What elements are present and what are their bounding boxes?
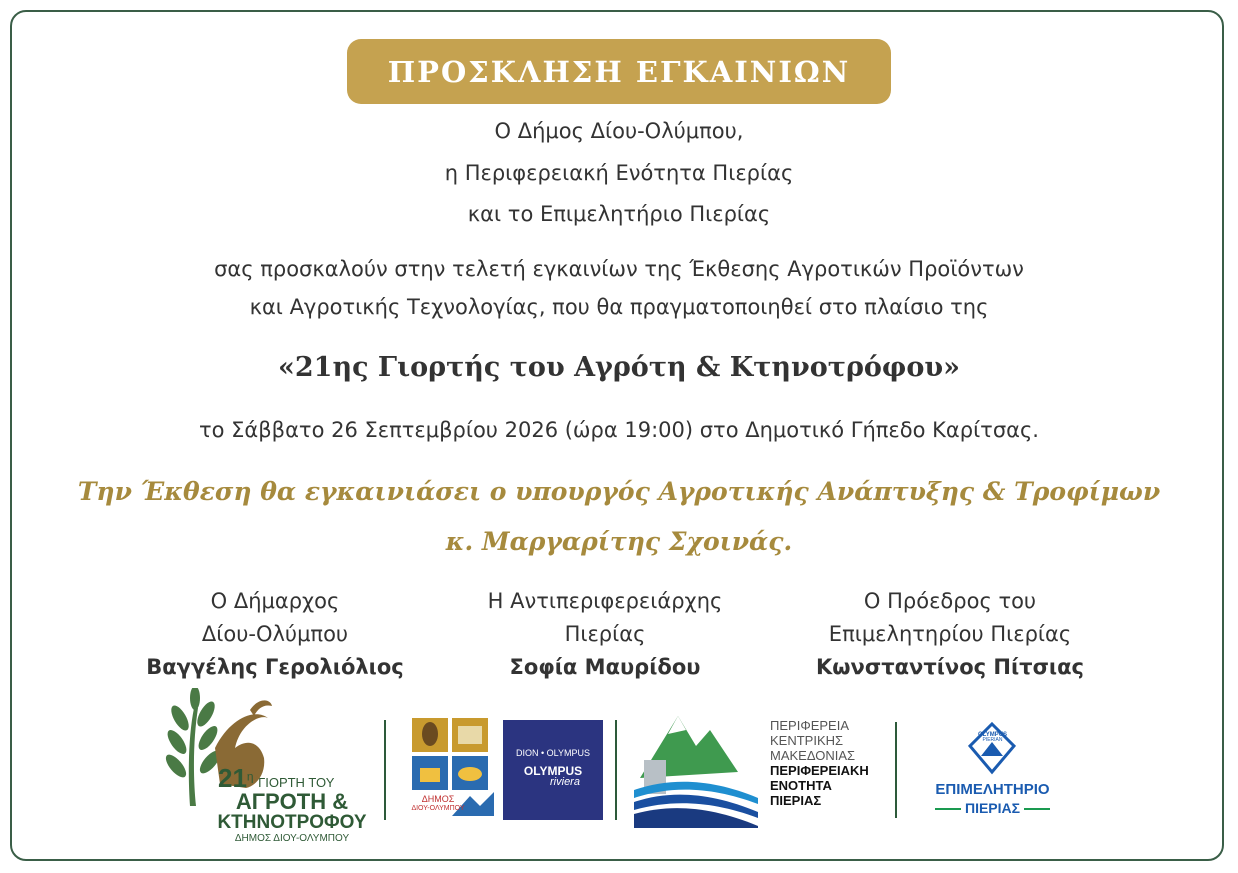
dimos-logo bbox=[408, 716, 496, 824]
festival-line-4: ΔΗΜΟΣ ΔΙΟΥ-ΟΛΥΜΠΟΥ bbox=[234, 833, 350, 844]
chamber-name-2-text: ΠΙΕΡΙΑΣ bbox=[964, 800, 1021, 816]
festival-sup: η bbox=[246, 769, 254, 784]
signature-deputy-governor bbox=[440, 585, 770, 684]
invitation-title: ΠΡΟΣΚΛΗΣΗ ΕΓΚΑΙΝΙΩΝ bbox=[387, 54, 851, 89]
festival-line-1: ΓΙΟΡΤΗ ΤΟΥ bbox=[258, 775, 335, 790]
date-line: το Σάββατο 26 Σεπτεμβρίου 2026 (ώρα 19:00) στο Δημοτικό Γήπεδο Καρίτσας. bbox=[199, 418, 1039, 442]
signature-mayor bbox=[110, 585, 440, 684]
region-emblem bbox=[630, 712, 760, 828]
chamber-rule bbox=[935, 808, 961, 810]
logo-divider bbox=[384, 720, 386, 820]
mountain-waves-icon bbox=[630, 712, 760, 828]
signature-role: Επιμελητηρίου Πιερίας bbox=[828, 622, 1072, 646]
region-line-1: ΠΕΡΙΦΕΡΕΙΑ bbox=[770, 718, 850, 733]
region-line-5: ΕΝΟΤΗΤΑ bbox=[770, 778, 832, 793]
chamber-badge-1: OLYMPUS bbox=[977, 732, 1008, 738]
logo-divider bbox=[615, 720, 617, 820]
signature-role: Η Αντιπεριφερειάρχης bbox=[487, 589, 723, 613]
region-line-6: ΠΙΕΡΙΑΣ bbox=[770, 793, 822, 808]
chamber-name-2 bbox=[915, 799, 1070, 818]
riviera-top: DION • OLYMPUS bbox=[516, 748, 590, 758]
chamber-badge-2: PIERIAN bbox=[982, 737, 1003, 743]
signature-role: Δίου-Ολύμπου bbox=[201, 622, 349, 646]
opening-line-2: κ. Μαργαρίτης Σχοινάς. bbox=[445, 527, 793, 556]
event-name: «21ης Γιορτής του Αγρότη & Κτηνοτρόφου» bbox=[278, 352, 960, 383]
riviera-script: riviera bbox=[550, 776, 580, 788]
riviera-mid: OLYMPUS bbox=[523, 764, 583, 778]
chamber-name-1: ΕΠΙΜΕΛΗΤΗΡΙΟ bbox=[935, 781, 1050, 798]
logo-divider bbox=[895, 722, 897, 818]
festival-logo bbox=[160, 688, 375, 850]
olympus-badge-icon bbox=[915, 720, 1070, 776]
dimos-label-2: ΔΙΟΥ-ΟΛΥΜΠΟΥ bbox=[411, 804, 465, 812]
signature-name: Βαγγέλης Γερολιόλιος bbox=[146, 655, 404, 679]
opening-line-1: Την Έκθεση θα εγκαινιάσει ο υπουργός Αγροτικής Ανάπτυξης & Τροφίμων bbox=[77, 477, 1161, 506]
signature-role: Πιερίας bbox=[564, 622, 646, 646]
chamber-rule bbox=[1024, 808, 1050, 810]
region-line-2: ΚΕΝΤΡΙΚΗΣ bbox=[770, 733, 844, 748]
signature-chamber-president bbox=[780, 585, 1120, 684]
chamber-logo bbox=[915, 720, 1070, 820]
dimos-label-1: ΔΗΜΟΣ bbox=[421, 794, 455, 804]
invite-line-1: σας προσκαλούν στην τελετή εγκαινίων της Έκθεσης Αγροτικών Προϊόντων bbox=[214, 257, 1024, 281]
signature-role: Ο Δήμαρχος bbox=[210, 589, 340, 613]
host-line-1: Ο Δήμος Δίου-Ολύμπου, bbox=[494, 119, 744, 143]
region-line-4: ΠΕΡΙΦΕΡΕΙΑΚΗ bbox=[770, 763, 869, 778]
region-text bbox=[770, 718, 869, 808]
signature-name: Κωνσταντίνος Πίτσιας bbox=[816, 655, 1084, 679]
host-line-2: η Περιφερειακή Ενότητα Πιερίας bbox=[444, 161, 794, 185]
region-line-3: ΜΑΚΕΔΟΝΙΑΣ bbox=[770, 748, 856, 763]
invite-line-2: και Αγροτικής Τεχνολογίας, που θα πραγματοποιηθεί στο πλαίσιο της bbox=[249, 295, 989, 319]
olympus-riviera-logo bbox=[503, 720, 603, 820]
signature-name: Σοφία Μαυρίδου bbox=[509, 655, 701, 679]
festival-line-3: ΚΤΗΝΟΤΡΟΦΟΥ bbox=[217, 812, 367, 833]
festival-number: 21 bbox=[218, 763, 247, 793]
title-badge bbox=[347, 39, 891, 104]
host-line-3: και το Επιμελητήριο Πιερίας bbox=[467, 202, 771, 226]
festival-line-2: ΑΓΡΟΤΗ & bbox=[235, 789, 349, 814]
signature-role: Ο Πρόεδρος του bbox=[863, 589, 1037, 613]
